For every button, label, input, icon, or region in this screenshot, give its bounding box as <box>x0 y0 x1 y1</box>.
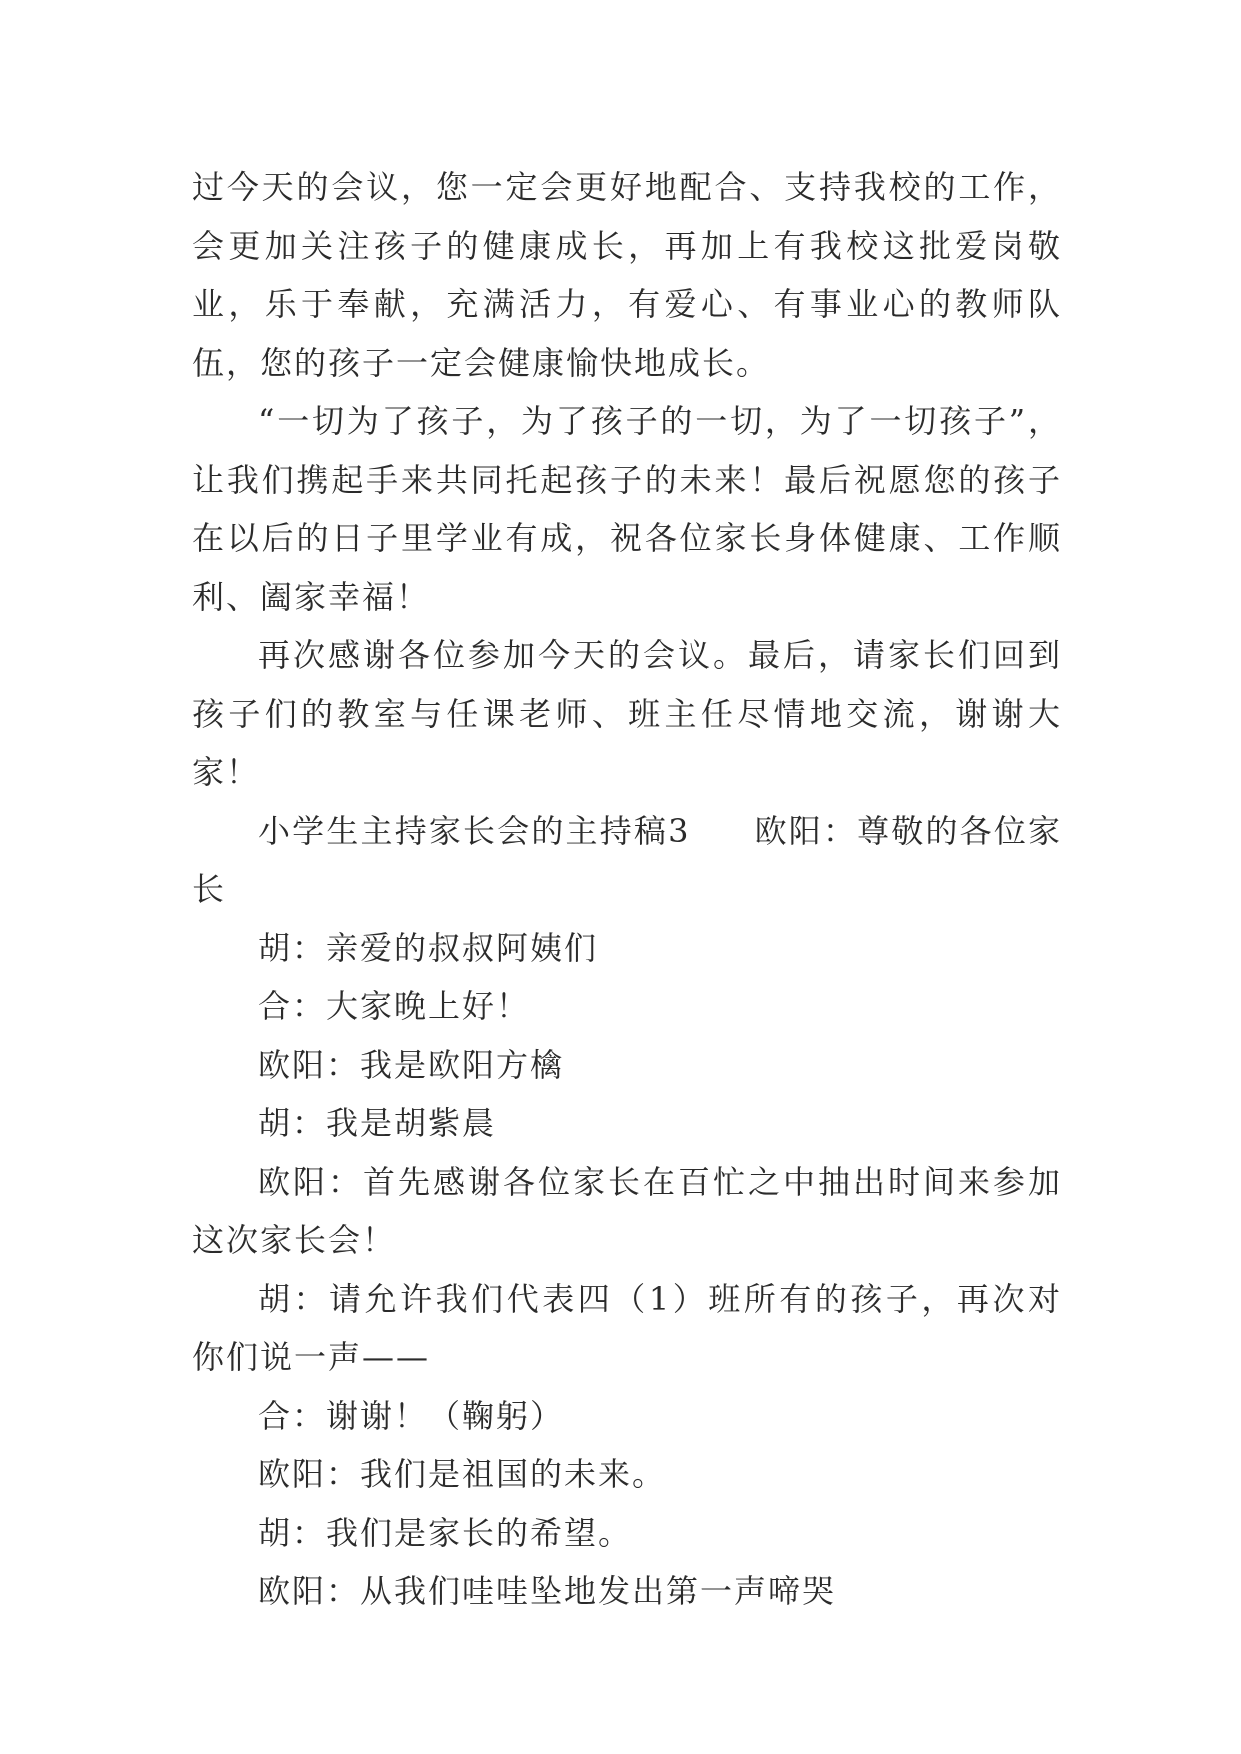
dialogue-line: 胡：我是胡紫晨 <box>258 1104 497 1142</box>
script-opening-line: 欧阳：尊敬的各位家长 <box>192 811 1062 908</box>
document-body <box>192 158 1062 1621</box>
paragraph-thanks: 再次感谢各位参加今天的会议。最后，请家长们回到孩子们的教室与任课老师、班主任尽情地交流，谢谢大家！ <box>192 636 1062 791</box>
dialogue-line: 欧阳：我们是祖国的未来。 <box>258 1455 667 1493</box>
dialogue-line: 欧阳：首先感谢各位家长在百忙之中抽出时间来参加这次家长会！ <box>192 1162 1062 1259</box>
paragraph-script-heading <box>192 802 1062 919</box>
dialogue-line: 胡：亲爱的叔叔阿姨们 <box>258 928 599 967</box>
dialogue-line: 胡：我们是家长的希望。 <box>258 1513 633 1552</box>
dialogue-line: 欧阳：从我们哇哇坠地发出第一声啼哭 <box>258 1572 837 1610</box>
paragraph-slogan-wishes: “一切为了孩子，为了孩子的一切，为了一切孩子”，让我们携起手来共同托起孩子的未来！最后祝愿您的孩子在以后的日子里学业有成，祝各位家长身体健康、工作顺利、阖家幸福！ <box>192 402 1062 616</box>
dialogue-line: 合：大家晚上好！ <box>258 987 531 1025</box>
script-title: 小学生主持家长会的主持稿3 <box>258 811 691 850</box>
dialogue-line: 欧阳：我是欧阳方檎 <box>258 1045 565 1084</box>
paragraph-meeting-closing: 过今天的会议，您一定会更好地配合、支持我校的工作，会更加关注孩子的健康成长，再加上有我校这批爱岗敬业，乐于奉献，充满活力，有爱心、有事业心的教师队伍，您的孩子一定会健康愉快地成长。 <box>192 168 1062 382</box>
dialogue-line: 胡：请允许我们代表四（1）班所有的孩子，再次对你们说一声—— <box>192 1279 1062 1376</box>
dialogue-line: 合：谢谢！（鞠躬） <box>258 1396 565 1435</box>
